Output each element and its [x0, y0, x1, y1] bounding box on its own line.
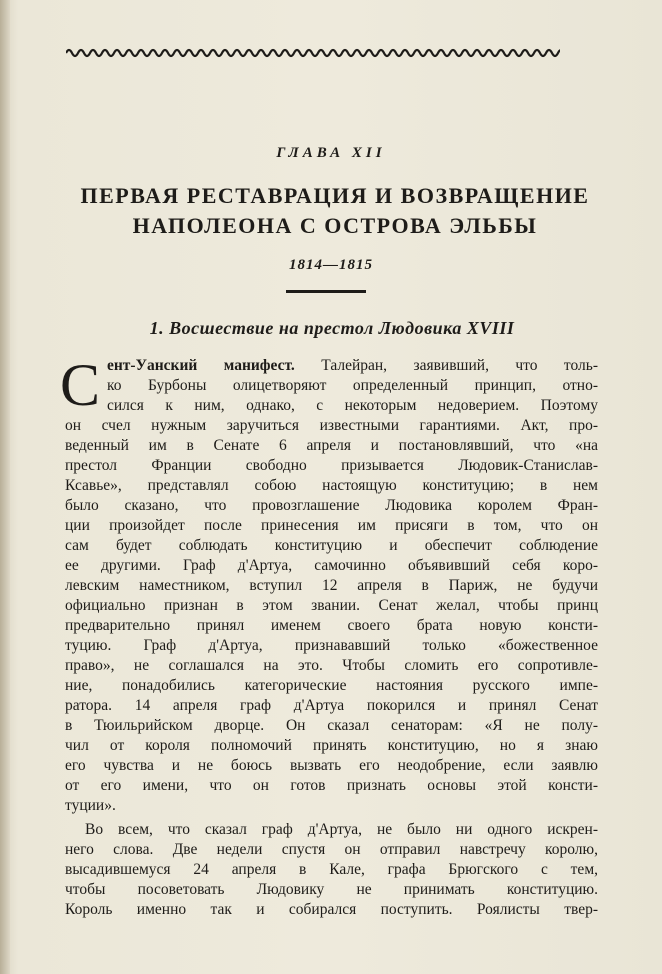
text-line: право», не соглашался на это. Чтобы сломить его сопротивле-	[65, 657, 598, 674]
text-line: официально признан в этом звании. Сенат желал, чтобы принц	[65, 597, 598, 614]
text-line-1	[107, 356, 598, 376]
text-line: ние, понадобились категорические настояния русского импе-	[65, 677, 598, 694]
section-heading: 1. Восшествие на престол Людовика XVIII	[149, 318, 515, 338]
text-line: туцию. Граф д'Артуа, признававший только «божественное	[65, 637, 598, 654]
text-line-1-rest: Талейран, заявивший, что толь-	[294, 357, 598, 374]
text-line: сам будет соблюдать конституцию и обеспечит соблюдение	[65, 537, 598, 554]
text-line: Во всем, что сказал граф д'Артуа, не было ни одного искрен-	[85, 821, 598, 838]
text-line: чил от короля полномочий принять конституцию, но я знаю	[65, 737, 598, 754]
text-line: него слова. Две недели спустя он отправил навстречу королю,	[65, 841, 598, 858]
text-line: от его имени, что он готов признать основы этой консти-	[65, 777, 598, 794]
text-line: ее другими. Граф д'Артуа, самочинно объявивший себя коро-	[65, 557, 598, 574]
lead-in: ент-Уанский манифест.	[107, 357, 295, 374]
text-line: ратора. 14 апреля граф д'Артуа покорился и принял Сенат	[65, 697, 598, 714]
text-line: чтобы посоветовать Людовику не принимать конституцию.	[65, 881, 598, 898]
chapter-title-line1: ПЕРВАЯ РЕСТАВРАЦИЯ И ВОЗВРАЩЕНИЕ	[80, 183, 590, 208]
text-line: в Тюильрийском дворце. Он сказал сенаторам: «Я не полу-	[65, 717, 598, 734]
text-line: туции».	[65, 797, 116, 814]
drop-cap: С	[60, 352, 101, 418]
text-line: престол Франции свободно призывается Людовик-Станислав-	[65, 457, 598, 474]
text-line: он счел нужным заручиться известными гарантиями. Акт, про-	[65, 417, 598, 434]
text-line: предварительно принял именем своего брата новую консти-	[65, 617, 598, 634]
text-line: высадившемуся 24 апреля в Кале, графа Брюгского с тем,	[65, 861, 598, 878]
text-line: левским наместником, вступил 12 апреля в Париж, не будучи	[65, 577, 598, 594]
chapter-dates: 1814—1815	[289, 257, 373, 273]
text-line: Король именно так и собирался поступить. Роялисты твер-	[65, 901, 598, 918]
text-line: было сказано, что провозглашение Людовика королем Фран-	[65, 497, 598, 514]
text-line: ции произойдет после принесения им присяги в том, что он	[65, 517, 598, 534]
text-line: его чувства и не боюсь вызвать его неодобрение, если заявлю	[65, 757, 598, 774]
chapter-label: ГЛАВА XII	[276, 145, 386, 161]
text-line: Ксавье», представлял собою настоящую конституцию; в нем	[65, 477, 598, 494]
text-line: сился к ним, однако, с некоторым недоверием. Поэтому	[107, 397, 598, 414]
text-line: ко Бурбоны олицетворяют определенный принцип, отно-	[107, 377, 598, 394]
chapter-title-line2: НАПОЛЕОНА С ОСТРОВА ЭЛЬБЫ	[132, 213, 538, 238]
text-line: веденный им в Сенате 6 апреля и постановлявший, что «на	[65, 437, 598, 454]
